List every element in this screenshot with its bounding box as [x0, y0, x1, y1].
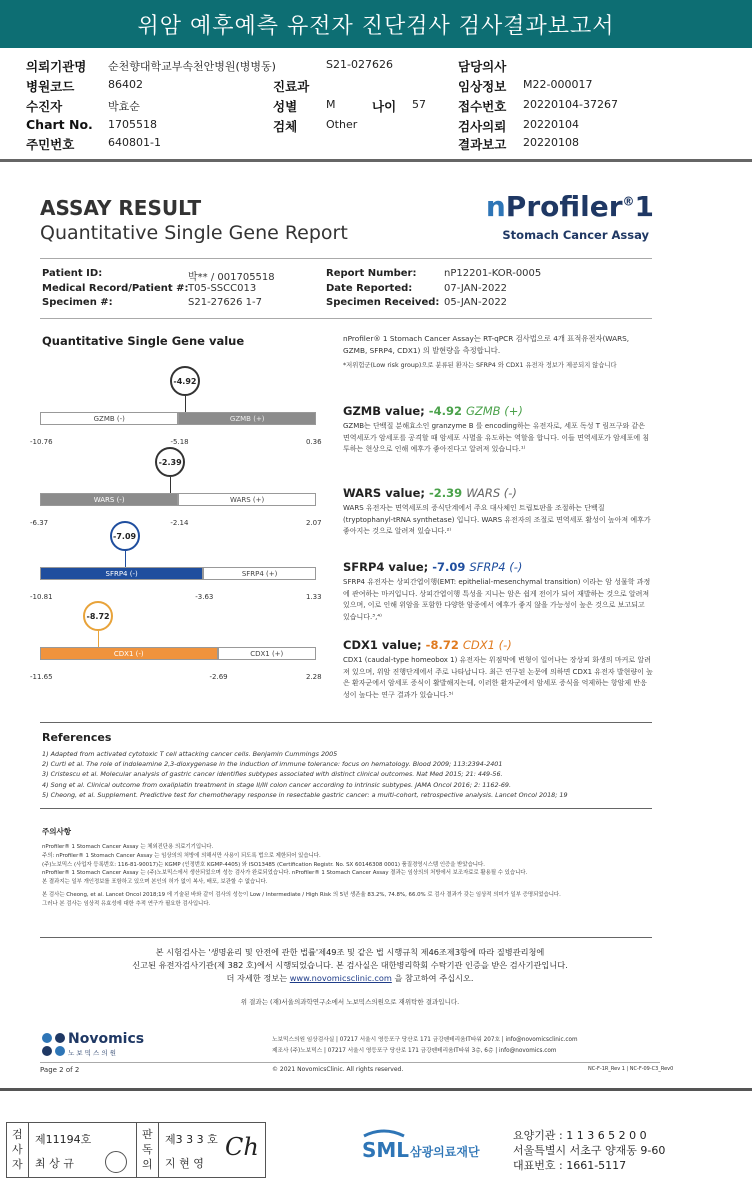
report-number-value: nP12201-KOR-0005	[444, 268, 542, 279]
brand-num: 1	[634, 190, 654, 223]
legal-statement	[60, 946, 640, 985]
specimen-value: Other	[326, 118, 358, 131]
cdx1-description: CDX1 (caudal-type homeobox 1) 유전자는 위점막에 변형이 일어나는 장상피 화생의 마커로 알려져 있으며, 위암 진행단계에서 주로 나타납니다. 최근 연구된 논문에 의하면 CDX1 유전자 발현량이 높은 환자군에서 암세포 증식이 활발해지는데, 이러한 환자군에서 암세포 증식을 억제하는 항암제 반응성이 높다는 연구 결과가 있습니다.⁵⁾	[343, 656, 653, 699]
sml-logo-text: SML	[362, 1138, 410, 1162]
specimen-received-label: Specimen Received:	[326, 297, 440, 308]
specimen-label: 검체	[273, 119, 298, 134]
tick-label-min: -10.76	[30, 438, 53, 446]
notice-line: 본 검사는 Cheong, et al. Lancet Oncol 2018;19 에 기술된 바와 같이 검사의 성능이 Low / Intermediate / High Risk 의 5년 생존율 83.2%, 74.8%, 66.0% 로 검사 결과가 갖는 임상적 의미가 일부 증명되었습니다.	[42, 891, 561, 898]
cdx1-head-label: CDX1 value;	[343, 638, 422, 652]
wars-heading	[343, 486, 517, 500]
lab-info	[513, 1128, 665, 1173]
copyright: © 2021 NovomicsClinic. All rights reserved.	[272, 1066, 404, 1073]
novomics-logo-text: Novomics	[68, 1031, 145, 1047]
receipt-label: 접수번호	[458, 99, 507, 114]
specimen-no-label: Specimen #:	[42, 297, 113, 308]
wars-status: WARS (-)	[466, 486, 517, 500]
notice-title: 주의사항	[42, 827, 71, 836]
checker-name: 최 상 규	[35, 1157, 74, 1170]
request-value: 20220104	[523, 118, 579, 131]
value-pointer	[98, 631, 99, 647]
dept-label: 진료과	[273, 79, 310, 94]
website-link[interactable]: www.novomicsclinic.com	[289, 973, 392, 983]
report-date-value: 20220108	[523, 136, 579, 149]
report-title-banner	[0, 0, 752, 48]
tick-label-cutoff: -3.63	[195, 593, 214, 601]
rrn-label: 주민번호	[26, 137, 75, 152]
request-info-grid	[0, 50, 752, 156]
bar-high-cdx1: CDX1 (+)	[218, 647, 316, 660]
lab-phone: 대표번호 : 1661-5117	[513, 1159, 627, 1172]
sml-logo	[360, 1126, 500, 1166]
value-bubble-gzmb: -4.92	[170, 366, 200, 396]
intro-note: *저위험군(Low risk group)으로 분류된 환자는 SFRP4 와 CDX1 유전자 정보가 제공되지 않습니다	[343, 362, 617, 369]
document-code: NC-F-1R_Rev 1 | NC-F-09-C3_Rev0	[588, 1066, 674, 1072]
checker-seal-icon	[105, 1151, 127, 1173]
value-bubble-sfrp4: -7.09	[110, 521, 140, 551]
sfrp4-status: SFRP4 (-)	[469, 560, 523, 574]
reference-item: 4) Song et al. Clinical outcome from oxaliplatin treatment in stage II/III colon cancer according to intrinsic subtypes. JAMA Oncol 2016; 2: 1162-69.	[42, 780, 511, 789]
divider-2	[40, 318, 652, 319]
references-title: References	[42, 731, 112, 744]
age-label: 나이	[372, 99, 397, 114]
gzmb-heading	[343, 404, 523, 418]
notice-line: nProfiler® 1 Stomach Cancer Assay 는 체외진단용 의료기기입니다.	[42, 844, 214, 850]
judge-label: 판독의	[142, 1128, 153, 1171]
reference-item: 3) Cristescu et al. Molecular analysis of gastric cancer identifies subtypes associated with distinct clinical outcomes. Nat Med 2015; 21: 449-56.	[42, 770, 503, 779]
tick-label-max: 2.07	[306, 519, 322, 527]
bar-low-gzmb: GZMB (-)	[40, 412, 178, 425]
notice-line: 본 결과지는 일부 개인정보를 포함하고 있으며 본인의 허가 없이 복사, 배포, 보관할 수 없습니다.	[42, 879, 268, 886]
gzmb-description: GZMB는 단백질 분해효소인 granzyme B 를 encoding하는 유전자로, 세포 독성 T 림프구와 같은 면역세포가 암세포를 공격할 때 암세포 사멸을 유도하는 역할을 합니다. 이들 면역세포가 암세포에 침투하는 현상으로 인해 예후가 좋아진다고 알려져 있습니다.¹⁾	[343, 422, 650, 453]
novomics-logo-sub: 노 보 믹 스 의 원	[68, 1049, 117, 1057]
wars-description: WARS 유전자는 면역세포의 증식단계에서 주요 대사체인 트립토판을 조절하는 단백질(tryptophanyl-tRNA synthetase) 입니다. WARS 유전자의 조절로 면역세포 활성이 높아져 예후가 좋아지는 것으로 알려져 있습니다.²⁾	[343, 504, 651, 535]
header-divider	[0, 159, 752, 162]
report-title: 위암 예후예측 유전자 진단검사 검사결과보고서	[137, 13, 615, 39]
tick-label-cutoff: -5.18	[170, 438, 189, 446]
footer-divider	[40, 1062, 660, 1063]
clinical-label: 임상정보	[458, 79, 507, 94]
sfrp4-heading	[343, 560, 522, 574]
tick-label-min: -10.81	[30, 593, 53, 601]
brand-reg: ®	[622, 194, 635, 209]
value-pointer	[170, 477, 171, 493]
chart-title: Quantitative Single Gene value	[42, 334, 245, 348]
value-pointer	[185, 396, 186, 412]
footer-address-2: 제조사 (주)노보믹스 | 07217 서울시 영등포구 당산로 171 금강펜테리움IT타워 3층, 6층 | info@novomics.com	[272, 1048, 557, 1054]
cdx1-heading	[343, 638, 512, 652]
tick-label-max: 2.28	[306, 673, 322, 681]
signature-icon: Ch	[225, 1133, 259, 1161]
divider-5	[40, 937, 652, 938]
divider-1	[40, 258, 652, 259]
judge-name: 지 현 영	[165, 1157, 204, 1170]
doctor-label: 담당의사	[458, 59, 507, 74]
specimen-no-value: S21-27626 1-7	[188, 297, 263, 308]
signature-box	[6, 1122, 266, 1178]
legal-line-3-pre: 더 자세한 정보는	[226, 973, 290, 983]
care-code: 요양기관 : 1 1 3 6 5 2 0 0	[513, 1129, 647, 1142]
patient-value: 박효순	[108, 100, 140, 113]
brand-rest: Profiler	[505, 190, 623, 223]
checker-label: 검사자	[12, 1128, 23, 1171]
medical-record-label: Medical Record/Patient #:	[42, 283, 189, 294]
page-number: Page 2 of 2	[40, 1066, 80, 1074]
rrn-value: 640801-1	[108, 136, 161, 149]
nprofiler-logo	[486, 190, 654, 223]
tick-label-min: -6.37	[30, 519, 49, 527]
gzmb-head-label: GZMB value;	[343, 404, 425, 418]
notice-line: nProfiler® 1 Stomach Cancer Assay 는 (주)노보믹스에서 생산되었으며 성능 검사가 완료되었습니다. nProfiler® 1 Stomach Cancer Assay 결과는 임상의의 처방에서 보조자료로 활용될 수 있습니다.	[42, 870, 528, 877]
id-code-value: S21-027626	[326, 58, 393, 71]
tick-label-min: -11.65	[30, 673, 53, 681]
judge-label-cell	[137, 1123, 159, 1177]
report-number-label: Report Number:	[326, 268, 417, 279]
gzmb-value: -4.92	[428, 404, 462, 418]
hospital-code-value: 86402	[108, 78, 143, 91]
footer-address-1: 노보믹스의원 임상검사실 | 07217 서울시 영등포구 당산로 171 금강펜테리움IT타워 207호 | info@novomicsclinic.com	[272, 1037, 578, 1043]
legal-line-3-post: 을 참고하여 주십시오.	[391, 973, 474, 983]
reference-item: 5) Cheong, et al. Supplement. Predictive test for chemotherapy response in resectable gastric cancer: a multi-cohort, retrospective analysis. Lancet Oncol 2018; 19	[42, 790, 568, 799]
intro-text: nProfiler® 1 Stomach Cancer Assay는 RT-qPCR 검사법으로 4개 표적유전자(WARS, GZMB, SFRP4, CDX1) 의 발현량을 측정합니다.	[343, 334, 630, 355]
report-date-label: 결과보고	[458, 137, 507, 152]
clinical-value: M22-000017	[523, 78, 593, 91]
tick-label-max: 0.36	[306, 438, 322, 446]
tick-label-max: 1.33	[306, 593, 322, 601]
bar-low-sfrp4: SFRP4 (-)	[40, 567, 203, 580]
receipt-value: 20220104-37267	[523, 98, 618, 111]
notice-line: 그러나 본 검사는 임상적 유효성에 대한 추적 연구가 필요한 검사입니다.	[42, 900, 211, 907]
patient-id-value: 박** / 001705518	[188, 272, 275, 283]
sfrp4-head-label: SFRP4 value;	[343, 560, 429, 574]
legal-line-3	[60, 972, 640, 985]
bar-high-wars: WARS (+)	[178, 493, 316, 506]
brand-subtitle: Stomach Cancer Assay	[502, 228, 649, 242]
footer-address	[272, 1035, 692, 1057]
chart-no-label: Chart No.	[26, 117, 93, 132]
value-bubble-wars: -2.39	[155, 447, 185, 477]
bar-high-sfrp4: SFRP4 (+)	[203, 567, 316, 580]
notice-text	[42, 843, 662, 909]
bar-high-gzmb: GZMB (+)	[178, 412, 316, 425]
legal-line-2: 신고된 유전자검사기관(제 382 호)에서 시행되었습니다. 본 검사실은 대한병리학회 수탁기관 인증을 받은 검사기관입니다.	[132, 960, 568, 970]
patient-id-label: Patient ID:	[42, 268, 103, 279]
date-reported-value: 07-JAN-2022	[444, 283, 508, 294]
medical-record-value: T05-SSCC013	[188, 283, 257, 294]
bar-low-cdx1: CDX1 (-)	[40, 647, 218, 660]
hospital-code-label: 병원코드	[26, 79, 75, 94]
age-value: 57	[412, 98, 426, 111]
brand-n: n	[485, 190, 506, 223]
notice-line: 주의: nProfiler® 1 Stomach Cancer Assay 는 임상의의 처방에 의해서만 사용이 되도록 법으로 제한되어 있습니다.	[42, 852, 321, 859]
reference-item: 1) Adapted from activated cytotoxic T cell attacking cancer cells. Benjamin Cummings 2005	[42, 750, 338, 758]
patient-label: 수진자	[26, 99, 63, 114]
tick-label-cutoff: -2.69	[209, 673, 228, 681]
wars-value: -2.39	[429, 486, 463, 500]
novomics-logo	[40, 1031, 160, 1059]
sfrp4-value: -7.09	[432, 560, 466, 574]
divider-4	[40, 808, 652, 809]
cdx1-status: CDX1 (-)	[462, 638, 512, 652]
sfrp4-description: SFRP4 유전자는 상피간엽이행(EMT: epithelial-mesenchymal transition) 이라는 암 성물학 과정에 관여하는 마커입니다. 상피간엽이행 특성을 지니는 암은 쉽게 전이가 되어 재발하는 것으로 알려져 있으며, 이로 인해 위암을 포함한 다양한 암종에서 예후가 좋지 않을 가능성이 높은 것으로 보고되고 있습니다.³,⁴⁾	[343, 578, 651, 621]
bottom-divider	[0, 1088, 752, 1091]
reentrust-note: 위 결과는 (재)서울의과학연구소에서 노보믹스의원으로 재위탁한 결과입니다.	[240, 998, 460, 1006]
references-list	[42, 749, 662, 800]
specimen-received-value: 05-JAN-2022	[444, 297, 508, 308]
value-pointer	[125, 551, 126, 567]
divider-3	[40, 722, 652, 723]
value-bubble-cdx1: -8.72	[83, 601, 113, 631]
gzmb-status: GZMB (+)	[465, 404, 523, 418]
checker-license: 제11194호	[35, 1133, 92, 1146]
reference-item: 2) Curti et al. The role of indoleamine 2,3-dioxygenase in the induction of immune tolerance: focus on hematology. Blood 2009; 113:2394-2401	[42, 760, 503, 769]
legal-line-1: 본 시험검사는 '생명윤리 및 안전에 관한 법률'제49조 및 같은 법 시행규칙 제46조제3항에 따라 질병관리청에	[155, 947, 545, 957]
judge-license: 제3 3 3 호	[165, 1133, 218, 1146]
sex-value: M	[326, 98, 336, 111]
notice-line: (주)노보믹스 (사업자 등록번호: 116-81-90017)는 KGMP (인정번호 KGMP-4405) 와 ISO13485 (Certification Registr. No. SX 60146308 0001) 품질경영시스템 인증을 받았습니다.	[42, 861, 485, 868]
date-reported-label: Date Reported:	[326, 283, 413, 294]
sml-name: 삼광의료재단	[410, 1145, 480, 1159]
checker-cell	[29, 1123, 137, 1177]
lab-address: 서울특별시 서초구 양재동 9-60	[513, 1144, 666, 1157]
tick-label-cutoff: -2.14	[170, 519, 189, 527]
novomics-logo-icon	[40, 1031, 70, 1059]
request-label: 검사의뢰	[458, 119, 507, 134]
bar-low-wars: WARS (-)	[40, 493, 178, 506]
assay-subtitle: Quantitative Single Gene Report	[40, 222, 348, 244]
cdx1-value: -8.72	[425, 638, 459, 652]
wars-head-label: WARS value;	[343, 486, 425, 500]
chart-no-value: 1705518	[108, 118, 157, 131]
assay-title: ASSAY RESULT	[40, 196, 202, 220]
judge-cell	[159, 1123, 267, 1177]
sex-label: 성별	[273, 99, 298, 114]
institution-label: 의뢰기관명	[26, 59, 87, 74]
institution-value: 순천향대학교부속천안병원(병병동)	[108, 60, 276, 73]
